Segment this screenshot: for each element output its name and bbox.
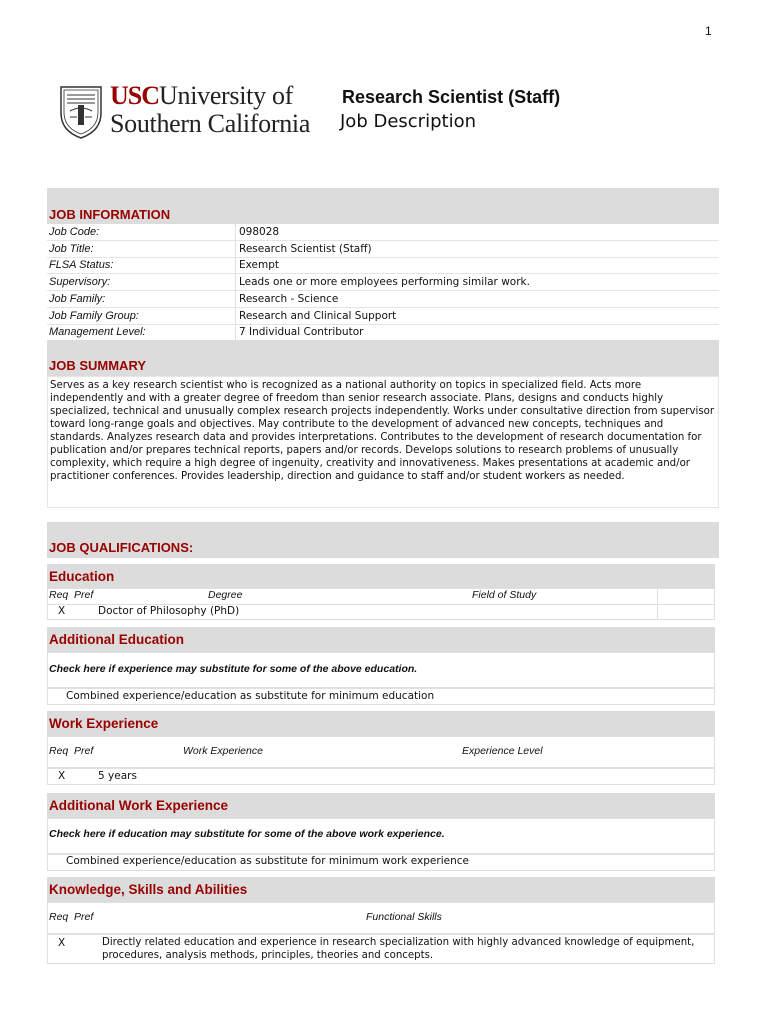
education-col-degree: Degree [208,589,243,601]
job-summary-heading: JOB SUMMARY [49,358,147,373]
job-summary-header [47,340,719,376]
job-info-divider [235,257,236,274]
job-info-divider [235,324,236,341]
job-info-row [47,324,719,341]
additional-education-header [47,627,715,652]
work-experience-column-headers [47,736,715,768]
job-info-divider [235,224,236,241]
education-col-req: Req [49,589,69,601]
job-info-row [47,257,719,274]
education-extra-col [657,588,715,620]
document-subtitle: Job Description [340,111,476,132]
logo-university-of: University of [159,81,294,110]
job-info-label: Job Family: [49,292,106,305]
usc-logo [58,83,328,143]
job-info-row [47,274,719,291]
job-info-value: 7 Individual Contributor [239,326,364,339]
job-info-value: Research and Clinical Support [239,309,397,322]
education-col-pref: Pref [74,589,94,601]
ksa-req-mark: X [58,937,66,949]
work-col-req: Req [49,745,69,757]
additional-work-experience-header [47,793,715,818]
job-info-label: Job Code: [49,226,100,238]
education-col-field: Field of Study [472,589,537,601]
job-information-header [47,188,719,224]
job-info-label: Job Family Group: [49,309,139,322]
work-col-level: Experience Level [462,745,543,757]
ksa-col-skills: Functional Skills [366,911,442,923]
job-info-divider [235,274,236,291]
additional-education-check-text: Check here if experience may substitute for some of the above education. [49,663,418,675]
job-info-divider [235,241,236,258]
page-number: 1 [705,24,712,38]
logo-text-line1 [110,81,293,111]
education-column-headers [47,588,715,604]
work-col-pref: Pref [74,745,94,757]
usc-seal-icon [58,83,104,139]
job-qualifications-header [47,522,719,558]
ksa-skill-text: Directly related education and experience in research specialization with highly advanced knowledge of equipment, procedures, analysis methods, principles, theories and concepts. [102,937,695,961]
job-info-divider [235,308,236,325]
education-req-mark: X [58,605,66,617]
work-experience-value: 5 years [98,770,137,782]
job-info-divider [235,291,236,308]
ksa-header [47,877,715,902]
job-info-row [47,308,719,325]
job-info-value: Research Scientist (Staff) [239,242,372,255]
additional-education-option: Combined experience/education as substitute for minimum education [66,690,435,702]
additional-work-check-text: Check here if education may substitute for some of the above work experience. [49,828,445,840]
job-info-label: Management Level: [49,326,146,339]
job-info-label: FLSA Status: [49,259,114,272]
additional-education-heading: Additional Education [49,632,184,647]
ksa-col-pref: Pref [74,911,94,923]
education-heading: Education [49,569,115,584]
work-col-experience: Work Experience [183,745,263,757]
job-info-label: Supervisory: [49,276,111,289]
additional-work-option: Combined experience/education as substitute for minimum work experience [66,855,469,867]
job-info-row [47,241,719,258]
job-info-row [47,224,719,241]
job-qualifications-heading: JOB QUALIFICATIONS: [49,540,194,555]
job-summary-text [47,376,719,508]
job-info-value: Leads one or more employees performing similar work. [239,276,530,289]
additional-work-experience-heading: Additional Work Experience [49,798,229,813]
work-experience-header [47,711,715,736]
job-info-value: 098028 [239,226,280,238]
work-experience-heading: Work Experience [49,716,159,731]
education-header [47,564,715,589]
education-degree-value: Doctor of Philosophy (PhD) [98,605,240,617]
ksa-heading: Knowledge, Skills and Abilities [49,882,248,897]
logo-text-line2: Southern California [110,109,311,138]
ksa-col-req: Req [49,911,69,923]
job-information-heading: JOB INFORMATION [49,207,171,222]
document-title: Research Scientist (Staff) [342,87,561,107]
job-info-value: Exempt [239,259,279,272]
job-info-label: Job Title: [49,242,94,255]
job-summary-paragraph: Serves as a key research scientist who is recognized as a national authority on topics in specialized field. Acts more independently and with a greater degree of freedom than senior research associate. Plans, designs and conducts highly specialized, technical and unusually complex research projects independently. Works under consultative direction from supervisor toward long-range goals and objectives. May contribute to the development of advanced new concepts, techniques and standards. Analyzes research data and provides interpretations. Contributes to the development of research documentation for publication and/or prepares technical reports, papers and/or records. Develops solutions to research problems of unusually complexity, which require a high degree of ingenuity, creativity and innovativeness. Makes presentations at academic and/or practitioner conferences. Provides leadership, direction and guidance to staff and/or student workers as needed. [50,380,715,482]
logo-usc: USC [110,81,160,110]
job-info-row [47,291,719,308]
work-req-mark: X [58,770,66,782]
work-experience-row [47,768,715,785]
job-info-value: Research - Science [239,292,339,305]
